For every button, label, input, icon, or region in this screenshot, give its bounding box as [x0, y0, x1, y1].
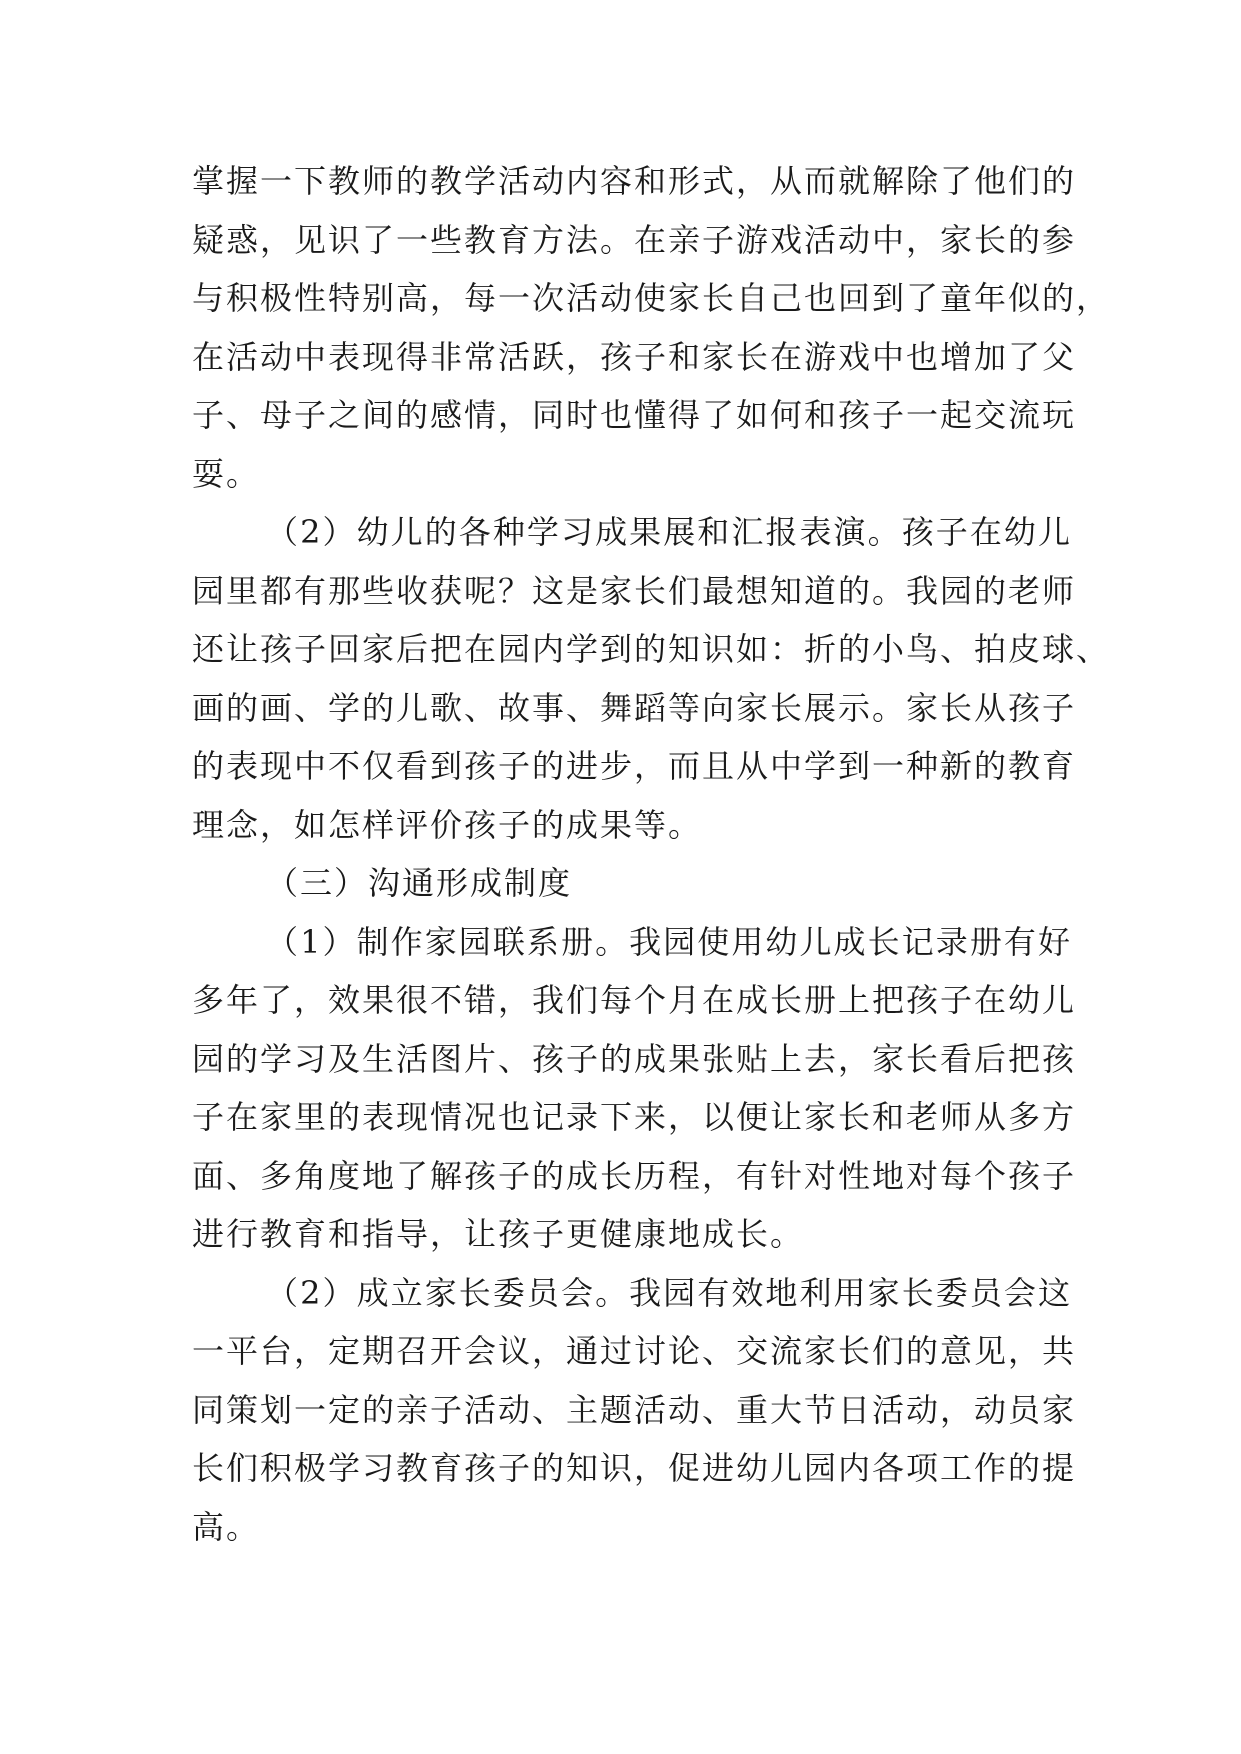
text-line: 长们积极学习教育孩子的知识，促进幼儿园内各项工作的提	[192, 1449, 1077, 1487]
text-line: 同策划一定的亲子活动、主题活动、重大节日活动，动员家	[192, 1390, 1077, 1429]
body-text	[192, 152, 1111, 1556]
paragraph-start-line: （2）成立家长委员会。我园有效地利用家长委员会这	[266, 1273, 1072, 1312]
text-line: 园的学习及生活图片、孩子的成果张贴上去，家长看后把孩	[192, 1039, 1077, 1078]
text-line: 掌握一下教师的教学活动内容和形式，从而就解除了他们的	[192, 162, 1077, 200]
paragraph-start-line: （2）幼儿的各种学习成果展和汇报表演。孩子在幼儿	[266, 513, 1072, 551]
text-line: 还让孩子回家后把在园内学到的知识如：折的小鸟、拍皮球、	[192, 630, 1111, 668]
text-line: 园里都有那些收获呢？这是家长们最想知道的。我园的老师	[192, 571, 1077, 610]
text-line: 理念，如怎样评价孩子的成果等。	[192, 805, 703, 844]
text-line: 多年了，效果很不错，我们每个月在成长册上把孩子在幼儿	[192, 981, 1077, 1019]
text-line: 画的画、学的儿歌、故事、舞蹈等向家长展示。家长从孩子	[192, 688, 1077, 727]
text-line: 一平台，定期召开会议，通过讨论、交流家长们的意见，共	[192, 1332, 1077, 1370]
text-line: 子在家里的表现情况也记录下来，以便让家长和老师从多方	[192, 1098, 1077, 1136]
text-line: 高。	[192, 1507, 261, 1546]
text-line: 疑惑，见识了一些教育方法。在亲子游戏活动中，家长的参	[192, 220, 1077, 259]
text-line: 面、多角度地了解孩子的成长历程，有针对性地对每个孩子	[192, 1156, 1077, 1195]
text-line: 耍。	[192, 454, 261, 493]
text-line: 的表现中不仅看到孩子的进步，而且从中学到一种新的教育	[192, 747, 1077, 785]
text-line: 在活动中表现得非常活跃，孩子和家长在游戏中也增加了父	[192, 337, 1077, 376]
paragraph-start-line: （1）制作家园联系册。我园使用幼儿成长记录册有好	[266, 922, 1072, 961]
text-line: 进行教育和指导，让孩子更健康地成长。	[192, 1215, 805, 1253]
text-line: 子、母子之间的感情，同时也懂得了如何和孩子一起交流玩	[192, 396, 1077, 434]
text-line: 与积极性特别高，每一次活动使家长自己也回到了童年似的，	[192, 279, 1111, 317]
section-heading: （三）沟通形成制度	[266, 864, 573, 902]
